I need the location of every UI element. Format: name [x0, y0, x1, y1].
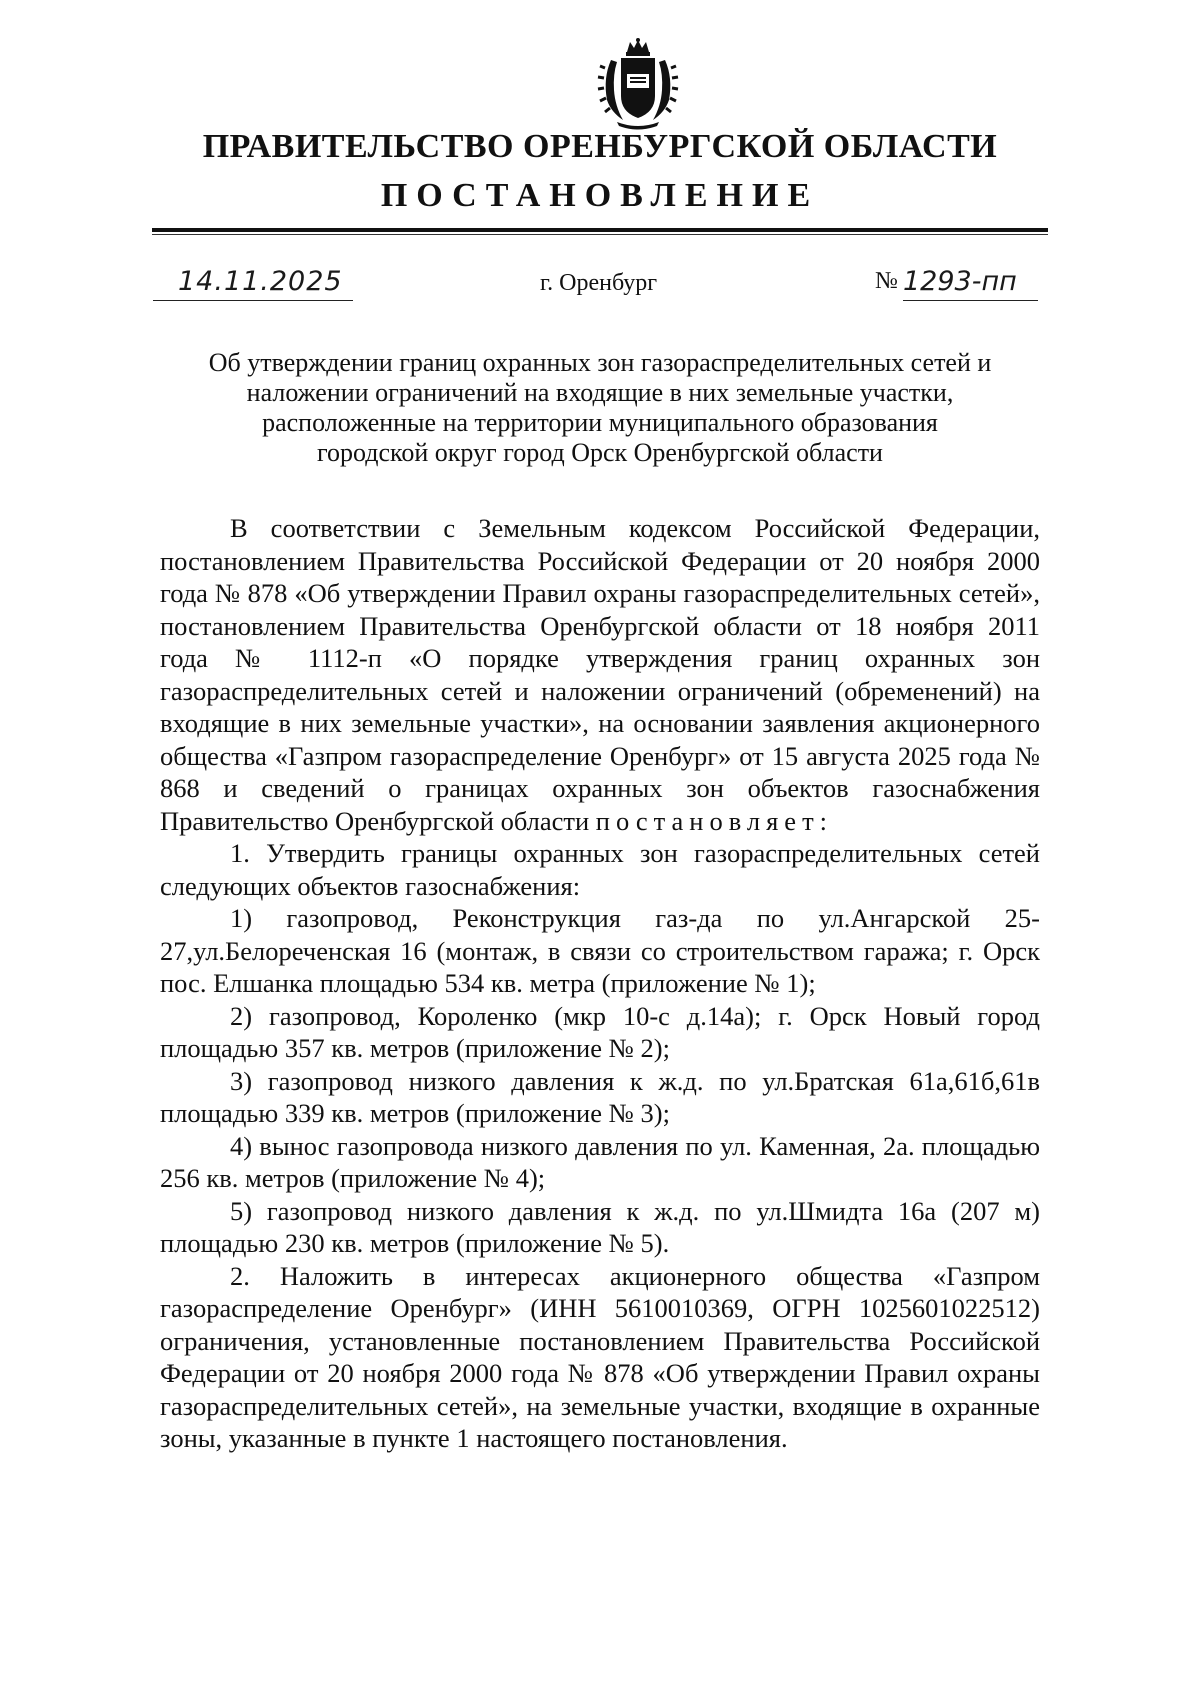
subitem-3: 3) газопровод низкого давления к ж.д. по ул.Братская 61а,61б,61в площадью 339 кв. метров (приложение № 3);: [160, 1065, 1040, 1128]
handwritten-decree-number: 1293-пп: [903, 266, 1017, 297]
number-sign: №: [875, 268, 898, 294]
subitem-1: 1) газопровод, Реконструкция газ-да по ул.Ангарской 25-27,ул.Белореченская 16 (монтаж, в связи со строительством гаража; г. Орск пос. Елшанка площадью 534 кв. метра (приложение № 1);: [160, 903, 1040, 998]
resolves-word: постановляет:: [595, 805, 834, 836]
decree-subject: [160, 348, 1040, 468]
preamble-paragraph: [160, 512, 1040, 837]
city-label: г. Оренбург: [540, 270, 658, 296]
government-title: ПРАВИТЕЛЬСТВО ОРЕНБУРГСКОЙ ОБЛАСТИ: [202, 128, 998, 165]
subject-line: наложении ограничений на входящие в них земельные участки,: [246, 378, 954, 407]
subitem-2: 2) газопровод, Короленко (мкр 10-с д.14а); г. Орск Новый город площадью 357 кв. метров (приложение № 2);: [160, 1000, 1040, 1063]
header-divider-thin: [152, 234, 1048, 235]
subject-line: Об утверждении границ охранных зон газораспределительных сетей и: [208, 348, 992, 377]
item-1: 1. Утвердить границы охранных зон газораспределительных сетей следующих объектов газоснабжения:: [160, 838, 1040, 901]
subject-line: расположенные на территории муниципального образования: [262, 408, 938, 437]
item-2: 2. Наложить в интересах акционерного общества «Газпром газораспределение Оренбург» (ИНН 5610010369, ОГРН 1025601022512) ограничения, установленные постановлением Правительства Российской Федерации от 20 ноября 2000 года № 878 «Об утверждении Правил охраны газораспределительных сетей», на земельные участки, входящие в охранные зоны, указанные в пункте 1 настоящего постановления.: [160, 1260, 1040, 1453]
date-underline: [153, 300, 353, 301]
header-divider-thick: [152, 228, 1048, 232]
number-underline: [903, 300, 1038, 301]
document-type-title: ПОСТАНОВЛЕНИЕ: [380, 177, 820, 214]
subject-line: городской округ город Орск Оренбургской области: [317, 438, 883, 467]
preamble-text: В соответствии с Земельным кодексом Российской Федерации, постановлением Правительства Российской Федерации от 20 ноября 2000 года № 878 «Об утверждении Правил охраны газораспределительных сетей», постановлением Правительства Оренбургской области от 18 ноября 2011 года № 1112-п «О порядке утверждения границ охранных зон газораспределительных сетей и наложении ограничений (обременений) на входящие в них земельные участки», на основании заявления акционерного общества «Газпром газораспределение Оренбург» от 15 августа 2025 года № 868 и сведений о границах охранных зон объектов газоснабжения Правительство Оренбургской области: [160, 513, 1040, 836]
decree-body: [160, 512, 1040, 1455]
subitem-5: 5) газопровод низкого давления к ж.д. по ул.Шмидта 16а (207 м) площадью 230 кв. метров (приложение № 5).: [160, 1195, 1040, 1258]
subitem-4: 4) вынос газопровода низкого давления по ул. Каменная, 2а. площадью 256 кв. метров (приложение № 4);: [160, 1130, 1040, 1193]
orenburg-coat-of-arms-icon: [597, 38, 679, 130]
handwritten-date: 14.11.2025: [178, 266, 343, 297]
